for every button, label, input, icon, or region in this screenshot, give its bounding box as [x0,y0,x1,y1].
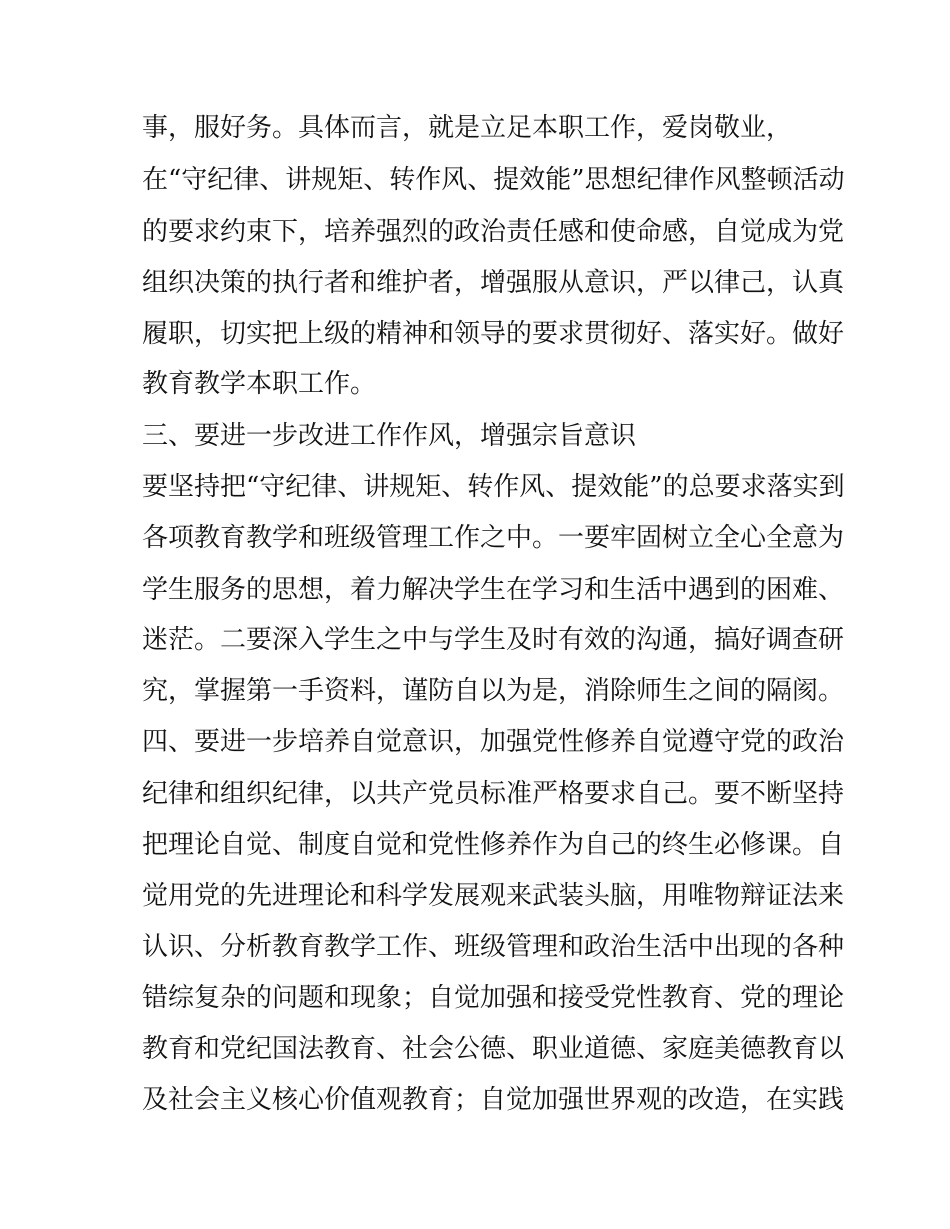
text-line: 及社会主义核心价值观教育；自觉加强世界观的改造，在实践 [142,1085,845,1115]
text-line: 究，掌握第一手资料，谨防自以为是，消除师生之间的隔阂。 [142,676,845,706]
text-line: 四、要进一步培养自觉意识，加强党性修养自觉遵守党的政治 [142,727,845,757]
text-line: 认识、分析教育教学工作、班级管理和政治生活中出现的各种 [142,932,845,962]
text-line: 觉用党的先进理论和科学发展观来武装头脑，用唯物辩证法来 [142,881,845,911]
text-line: 错综复杂的问题和现象；自觉加强和接受党性教育、党的理论 [142,983,845,1013]
text-line: 教育和党纪国法教育、社会公德、职业道德、家庭美德教育以 [142,1034,845,1064]
text-line: 的要求约束下，培养强烈的政治责任感和使命感，自觉成为党 [142,217,845,247]
text-line: 要坚持把“守纪律、讲规矩、转作风、提效能”的总要求落实到 [142,472,845,502]
text-line: 履职，切实把上级的精神和领导的要求贯彻好、落实好。做好 [142,319,845,349]
text-line: 在“守纪律、讲规矩、转作风、提效能”思想纪律作风整顿活动 [142,165,845,195]
text-line: 把理论自觉、制度自觉和党性修养作为自己的终生必修课。自 [142,830,845,860]
text-line: 事，服好务。具体而言，就是立足本职工作，爱岗敬业， [142,113,793,143]
text-line: 组织决策的执行者和维护者，增强服从意识，严以律己，认真 [142,268,845,298]
text-line: 学生服务的思想，着力解决学生在学习和生活中遇到的困难、 [142,575,845,605]
text-line: 教育教学本职工作。 [142,369,377,399]
section-heading: 三、要进一步改进工作作风，增强宗旨意识 [142,421,637,451]
text-line: 迷茫。二要深入学生之中与学生及时有效的沟通，搞好调查研 [142,625,845,655]
text-line: 纪律和组织纪律，以共产党员标准严格要求自己。要不断坚持 [142,779,845,809]
text-line: 各项教育教学和班级管理工作之中。一要牢固树立全心全意为 [142,523,845,553]
